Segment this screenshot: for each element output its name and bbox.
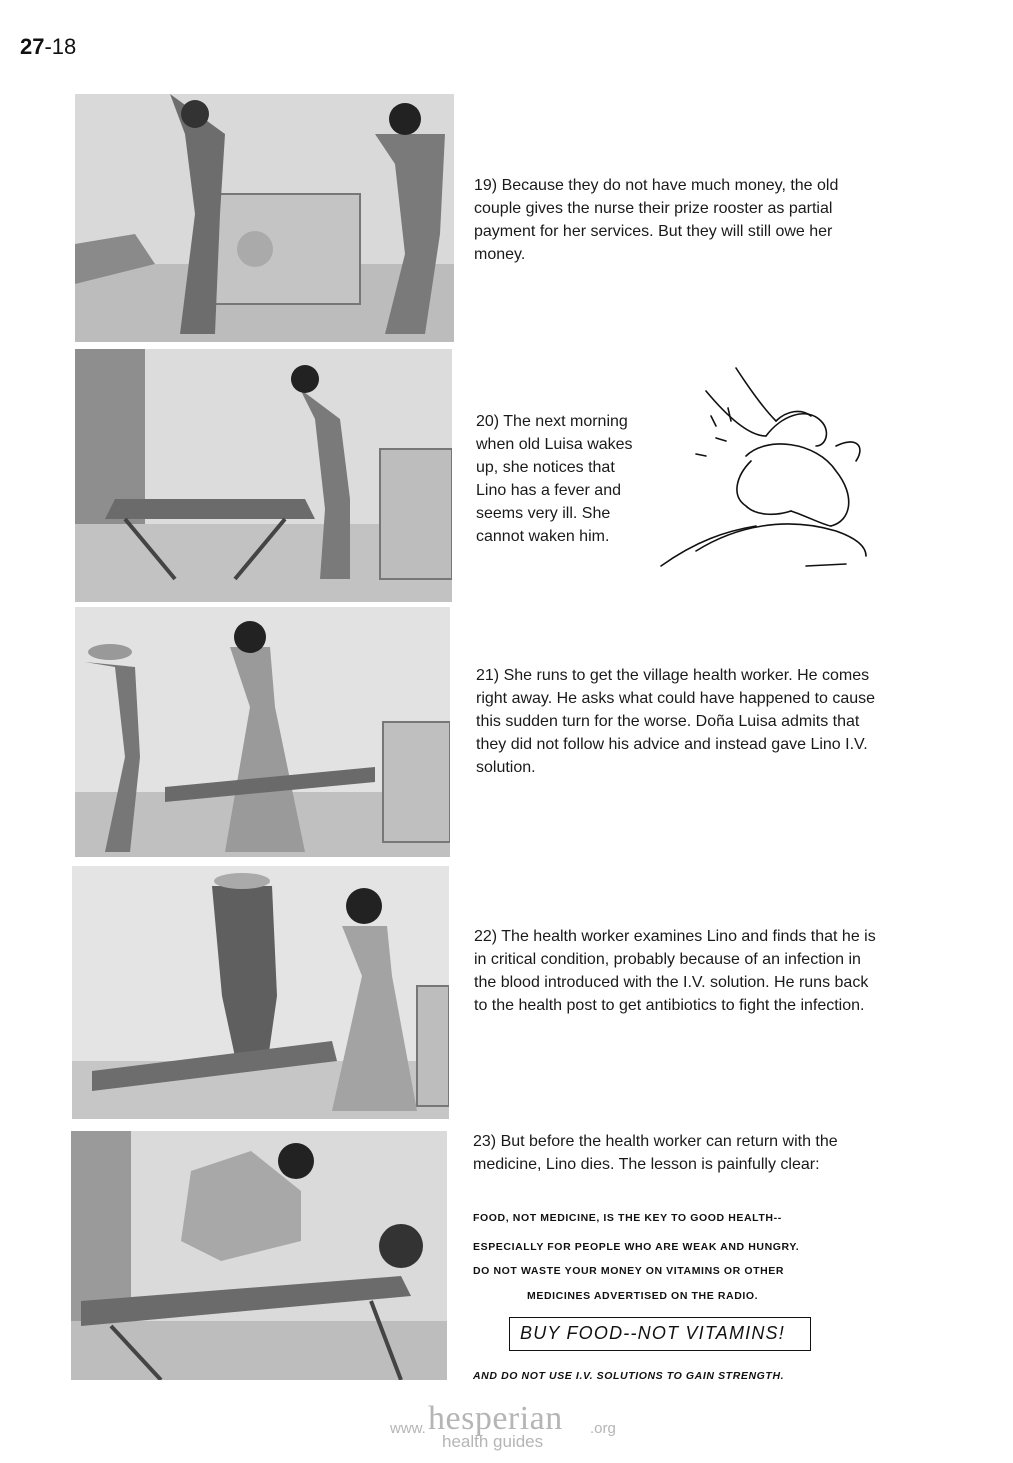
page-number: 27-18 xyxy=(20,34,77,59)
sketch-hand-on-forehead xyxy=(656,366,876,576)
caption-21: 21) She runs to get the village health worker. He comes right away. He asks what could have happened to cause this sudden turn for the worse. Doña Luisa admits that they did not follow his advice and instead gave Lino I.V. solution. xyxy=(476,667,876,776)
hesperian-logo: www. hesperian .org health guides xyxy=(390,1400,616,1451)
photo-luisa-notices-fever xyxy=(75,349,452,602)
caption-22: 22) The health worker examines Lino and finds that he is in critical condition, probably because of an infection in the blood introduced with the I.V. solution. He runs back to the health post to get antibiotics to fight the infection. xyxy=(474,928,876,1014)
photo-health-worker-examines xyxy=(72,866,449,1119)
photo-lino-dies xyxy=(71,1131,447,1380)
buy-food-banner: BUY FOOD--NOT VITAMINS! xyxy=(509,1317,811,1351)
caption-20: 20) The next morning when old Luisa wakes up, she notices that Lino has a fever and seems very ill. She cannot waken him. xyxy=(476,413,633,545)
caption-19: 19) Because they do not have much money, the old couple gives the nurse their prize rooster as partial payment for her services. But they will still owe her money. xyxy=(474,177,839,263)
photo-health-worker-arrives xyxy=(75,607,450,857)
caption-23: 23) But before the health worker can return with the medicine, Lino dies. The lesson is painfully clear: xyxy=(473,1133,838,1173)
lesson-line-2: ESPECIALLY FOR PEOPLE WHO ARE WEAK AND HUNGRY. xyxy=(473,1241,800,1253)
lesson-line-1: FOOD, NOT MEDICINE, IS THE KEY TO GOOD HEALTH-- xyxy=(473,1212,782,1224)
lesson-line-3: DO NOT WASTE YOUR MONEY ON VITAMINS OR OTHER xyxy=(473,1265,785,1277)
photo-rooster-payment xyxy=(75,94,454,342)
lesson-closing: AND DO NOT USE I.V. SOLUTIONS TO GAIN STRENGTH. xyxy=(473,1370,785,1382)
lesson-line-4: MEDICINES ADVERTISED ON THE RADIO. xyxy=(527,1290,759,1302)
